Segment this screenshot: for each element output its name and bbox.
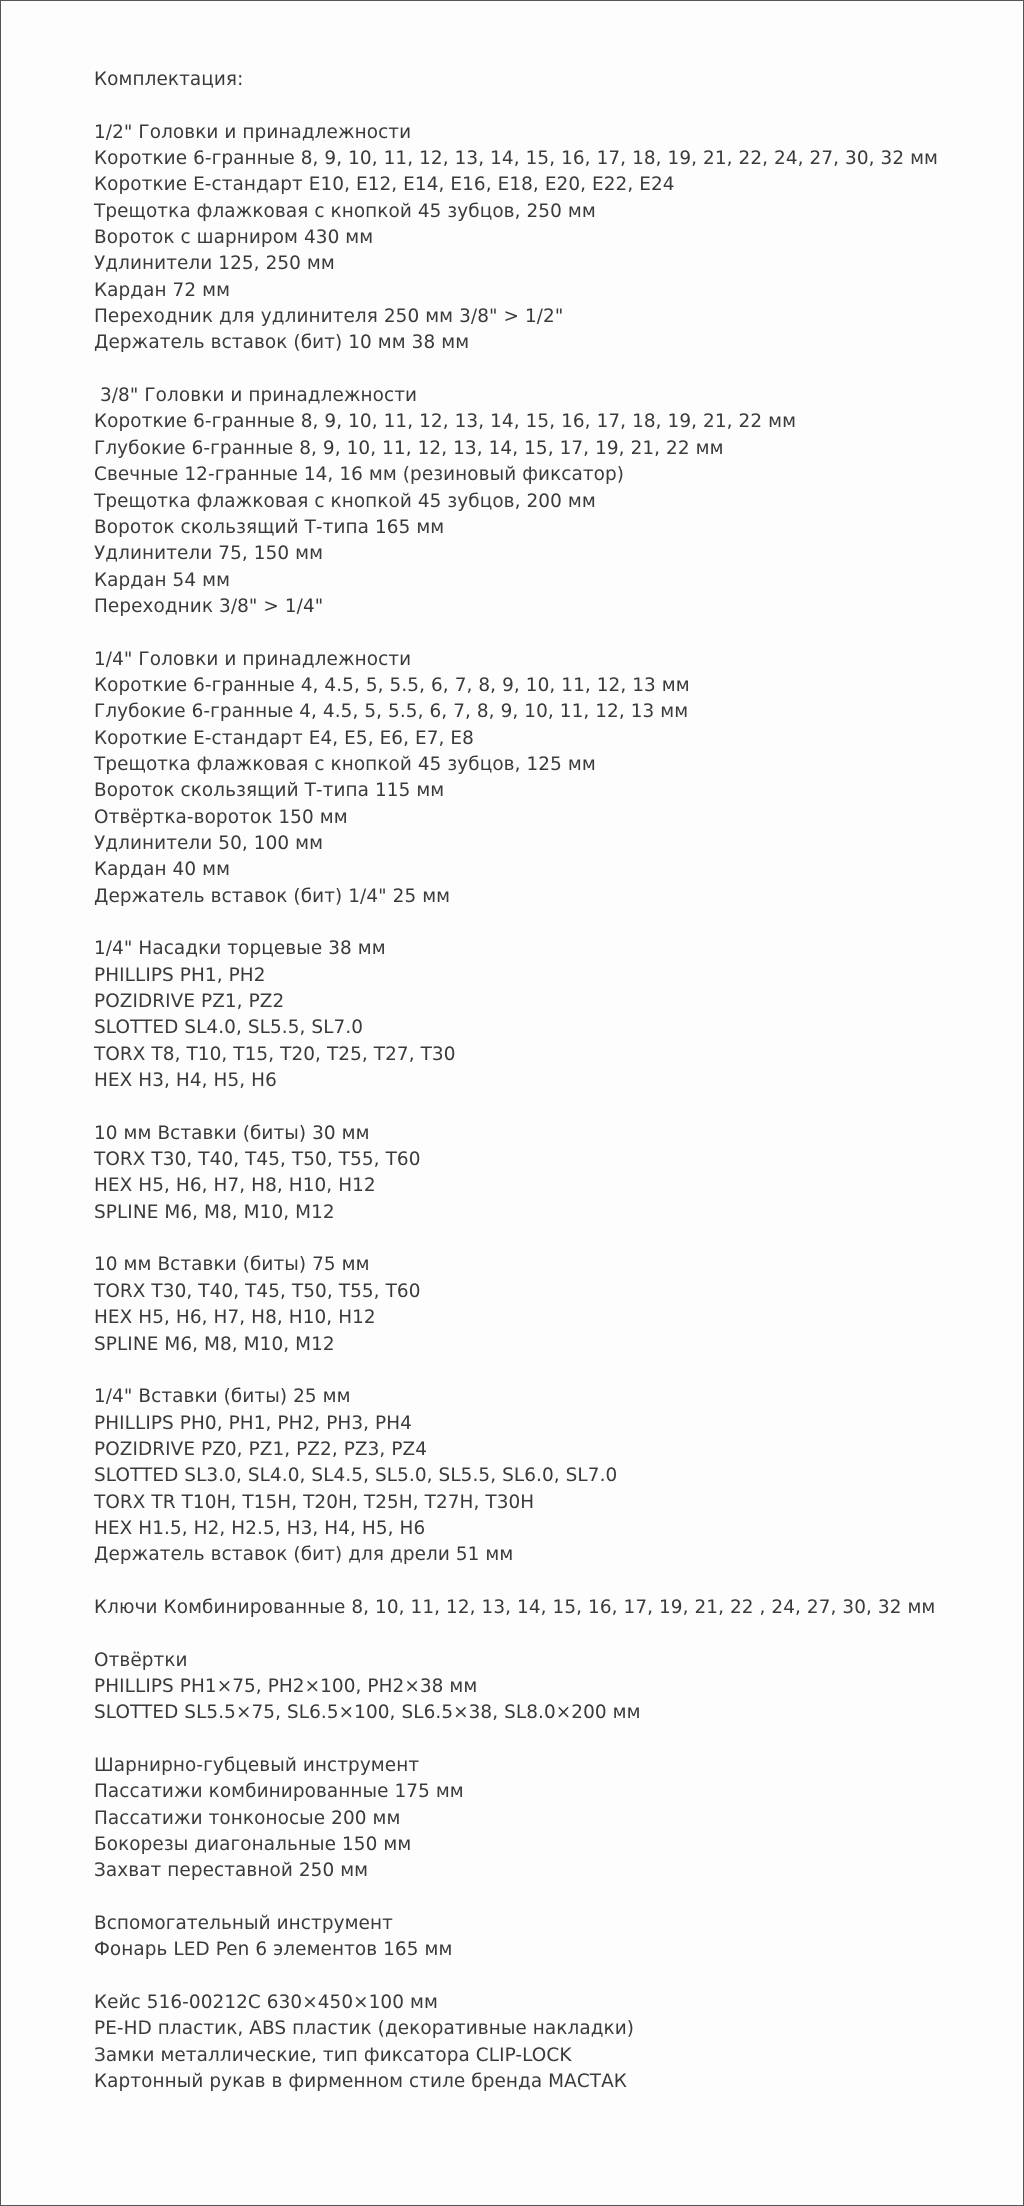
- list-item: Вороток скользящий Т-типа 115 мм: [94, 780, 445, 802]
- section: [94, 383, 994, 646]
- list-item: HEX H5, H6, H7, H8, H10, H12: [94, 1175, 376, 1197]
- list-item: Пассатижи комбинированные 175 мм: [94, 1781, 464, 1803]
- spacer: [94, 1094, 994, 1120]
- list-item: Короткие 6-гранные 4, 4.5, 5, 5.5, 6, 7, 8, 9, 10, 11, 12, 13 мм: [94, 674, 690, 696]
- section-heading: 1/4" Вставки (биты) 25 мм: [94, 1386, 351, 1408]
- list-item: Трещотка флажковая с кнопкой 45 зубцов, 200 мм: [94, 490, 596, 512]
- section: [94, 120, 994, 383]
- document-title: Комплектация:: [94, 69, 244, 90]
- list-item: HEX H5, H6, H7, H8, H10, H12: [94, 1307, 376, 1329]
- list-item: Вороток с шарниром 430 мм: [94, 227, 374, 249]
- list-item: Отвёртка-вороток 150 мм: [94, 806, 348, 828]
- list-item: PHILLIPS PH0, PH1, PH2, PH3, PH4: [94, 1412, 412, 1434]
- spacer: [94, 910, 994, 936]
- list-item: Кардан 72 мм: [94, 279, 231, 301]
- section: [94, 1121, 994, 1253]
- list-item: Пассатижи тонконосые 200 мм: [94, 1807, 401, 1829]
- list-item: Картонный рукав в фирменном стиле бренда МАСТАК: [94, 2071, 627, 2093]
- list-item: Свечные 12-гранные 14, 16 мм (резиновый фиксатор): [94, 464, 625, 486]
- section-heading: 3/8" Головки и принадлежности: [94, 385, 418, 407]
- list-item: Кардан 40 мм: [94, 859, 231, 881]
- list-item: HEX H1.5, H2, H2.5, H3, H4, H5, H6: [94, 1517, 426, 1539]
- list-item: Глубокие 6-гранные 8, 9, 10, 11, 12, 13, 14, 15, 17, 19, 21, 22 мм: [94, 437, 724, 459]
- spacer: [94, 1885, 994, 1911]
- list-item: Переходник 3/8" > 1/4": [94, 595, 324, 617]
- spacer: [94, 1569, 994, 1595]
- list-item: TORX T30, T40, T45, T50, T55, T60: [94, 1149, 421, 1171]
- list-item: SLOTTED SL4.0, SL5.5, SL7.0: [94, 1017, 364, 1039]
- list-item: Трещотка флажковая с кнопкой 45 зубцов, 250 мм: [94, 200, 596, 222]
- list-item: SPLINE M6, M8, M10, M12: [94, 1333, 335, 1355]
- list-item: PHILLIPS PH1, PH2: [94, 964, 266, 986]
- list-item: Короткие 6-гранные 8, 9, 10, 11, 12, 13, 14, 15, 16, 17, 18, 19, 21, 22 мм: [94, 411, 797, 433]
- section: [94, 1648, 994, 1753]
- spacer: [94, 93, 994, 119]
- sections-container: [94, 120, 994, 2096]
- list-item: Короткие 6-гранные 8, 9, 10, 11, 12, 13, 14, 15, 16, 17, 18, 19, 21, 22, 24, 27, 30, 32 мм: [94, 148, 939, 170]
- section-heading: 1/4" Насадки торцевые 38 мм: [94, 938, 386, 960]
- list-item: POZIDRIVE PZ0, PZ1, PZ2, PZ3, PZ4: [94, 1438, 428, 1460]
- spacer: [94, 1226, 994, 1252]
- list-item: HEX H3, H4, H5, H6: [94, 1070, 277, 1092]
- list-item: Бокорезы диагональные 150 мм: [94, 1834, 412, 1856]
- list-item: TORX TR T10H, T15H, T20H, T25H, T27H, T30H: [94, 1491, 535, 1513]
- list-item: Захват переставной 250 мм: [94, 1860, 369, 1882]
- list-item: Короткие Е-стандарт E4, E5, E6, E7, E8: [94, 727, 474, 749]
- list-item: TORX T30, T40, T45, T50, T55, T60: [94, 1280, 421, 1302]
- spacer: [94, 1621, 994, 1647]
- list-item: Трещотка флажковая с кнопкой 45 зубцов, 125 мм: [94, 753, 596, 775]
- section: [94, 1384, 994, 1595]
- list-item: SLOTTED SL5.5×75, SL6.5×100, SL6.5×38, SL8.0×200 мм: [94, 1702, 641, 1724]
- spacer: [94, 357, 994, 383]
- section: [94, 647, 994, 937]
- list-item: POZIDRIVE PZ1, PZ2: [94, 991, 285, 1013]
- section-heading: Шарнирно-губцевый инструмент: [94, 1755, 420, 1776]
- list-item: Короткие Е-стандарт E10, E12, E14, E16, E18, E20, E22, E24: [94, 174, 675, 196]
- list-item: Кардан 54 мм: [94, 569, 231, 591]
- list-item: Глубокие 6-гранные 4, 4.5, 5, 5.5, 6, 7, 8, 9, 10, 11, 12, 13 мм: [94, 701, 689, 723]
- section-heading: Отвёртки: [94, 1649, 188, 1671]
- list-item: Фонарь LED Pen 6 элементов 165 мм: [94, 1939, 453, 1961]
- section-heading: Вспомогательный инструмент: [94, 1913, 393, 1935]
- spacer: [94, 620, 994, 646]
- list-item: Удлинители 50, 100 мм: [94, 832, 324, 854]
- section: [94, 1911, 994, 1990]
- list-item: SLOTTED SL3.0, SL4.0, SL4.5, SL5.0, SL5.5, SL6.0, SL7.0: [94, 1465, 618, 1487]
- list-item: SPLINE M6, M8, M10, M12: [94, 1201, 335, 1223]
- equipment-list: [94, 67, 994, 2095]
- list-item: PHILLIPS PH1×75, PH2×100, PH2×38 мм: [94, 1675, 478, 1697]
- section-heading: Ключи Комбинированные 8, 10, 11, 12, 13, 14, 15, 16, 17, 19, 21, 22 , 24, 27, 30, 32 мм: [94, 1596, 936, 1618]
- list-item: Держатель вставок (бит) 1/4" 25 мм: [94, 885, 451, 907]
- spacer: [94, 1727, 994, 1753]
- list-item: Вороток скользящий Т-типа 165 мм: [94, 516, 445, 538]
- list-item: TORX T8, T10, T15, T20, T25, T27, T30: [94, 1043, 456, 1065]
- section: [94, 1753, 994, 1911]
- list-item: Удлинители 125, 250 мм: [94, 253, 335, 275]
- section-heading: 10 мм Вставки (биты) 75 мм: [94, 1254, 370, 1276]
- section: [94, 1595, 994, 1648]
- list-item: PE-HD пластик, ABS пластик (декоративные накладки): [94, 2018, 635, 2040]
- section: [94, 936, 994, 1120]
- section: [94, 1252, 994, 1384]
- section-heading: 10 мм Вставки (биты) 30 мм: [94, 1122, 370, 1144]
- list-item: Держатель вставок (бит) 10 мм 38 мм: [94, 332, 470, 354]
- section-heading: 1/4" Головки и принадлежности: [94, 648, 412, 670]
- list-item: Удлинители 75, 150 мм: [94, 543, 324, 565]
- section: [94, 1990, 994, 2095]
- spacer: [94, 1964, 994, 1990]
- spacer: [94, 1358, 994, 1384]
- list-item: Замки металлические, тип фиксатора CLIP-LOCK: [94, 2044, 572, 2066]
- list-item: Держатель вставок (бит) для дрели 51 мм: [94, 1544, 514, 1566]
- section-heading: Кейс 516-00212C 630×450×100 мм: [94, 1992, 438, 2014]
- list-item: Переходник для удлинителя 250 мм 3/8" > 1/2": [94, 306, 564, 328]
- section-heading: 1/2" Головки и принадлежности: [94, 121, 412, 143]
